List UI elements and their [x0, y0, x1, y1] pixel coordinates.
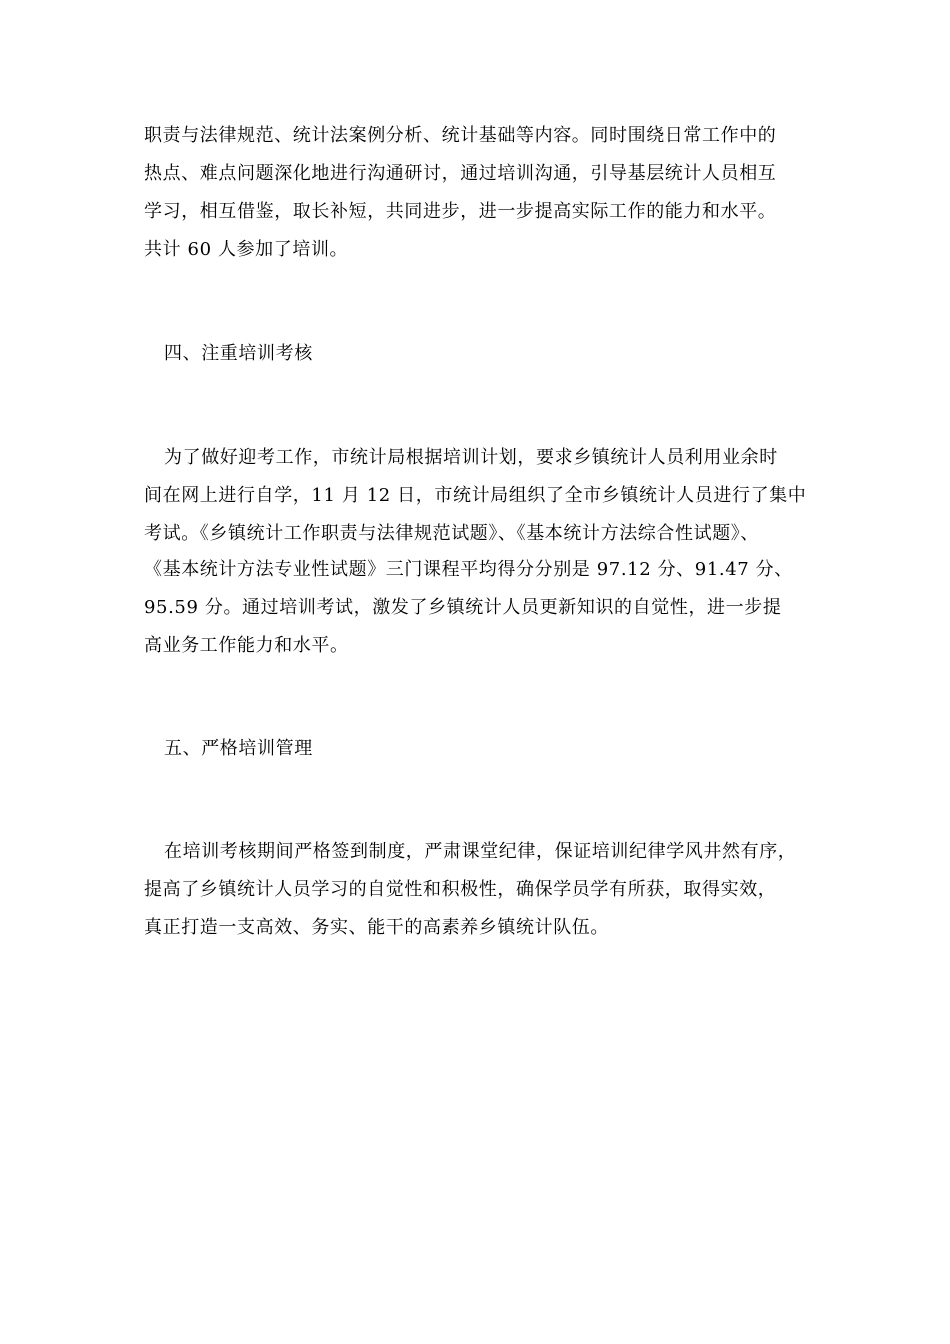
text-line: 提高了乡镇统计人员学习的自觉性和积极性，确保学员学有所获，取得实效，: [144, 879, 777, 900]
section-heading-4: 四、注重培训考核: [164, 343, 313, 364]
text-line: 真正打造一支高效、务实、能干的高素养乡镇统计队伍。: [144, 917, 609, 938]
section-heading-5: 五、严格培训管理: [164, 738, 313, 759]
text-line: 学习，相互借鉴，取长补短，共同进步，进一步提高实际工作的能力和水平。: [144, 201, 777, 222]
text-line: 高业务工作能力和水平。: [144, 635, 349, 656]
text-line: 为了做好迎考工作，市统计局根据培训计划，要求乡镇统计人员利用业余时: [164, 447, 778, 468]
text-line: 95.59 分。通过培训考试，激发了乡镇统计人员更新知识的自觉性，进一步提: [144, 597, 782, 618]
text-line: 共计 60 人参加了培训。: [144, 239, 349, 260]
text-line: 在培训考核期间严格签到制度，严肃课堂纪律，保证培训纪律学风井然有序，: [164, 841, 797, 862]
text-line: 《基本统计方法专业性试题》三门课程平均得分分别是 97.12 分、91.47 分、: [144, 559, 793, 580]
text-line: 热点、难点问题深化地进行沟通研讨，通过培训沟通，引导基层统计人员相互: [144, 163, 777, 184]
text-line: 职责与法律规范、统计法案例分析、统计基础等内容。同时围绕日常工作中的: [144, 125, 777, 146]
text-line: 间在网上进行自学，11 月 12 日，市统计局组织了全市乡镇统计人员进行了集中: [144, 485, 807, 506]
text-line: 考试。《乡镇统计工作职责与法律规范试题》、《基本统计方法综合性试题》、: [144, 523, 759, 544]
